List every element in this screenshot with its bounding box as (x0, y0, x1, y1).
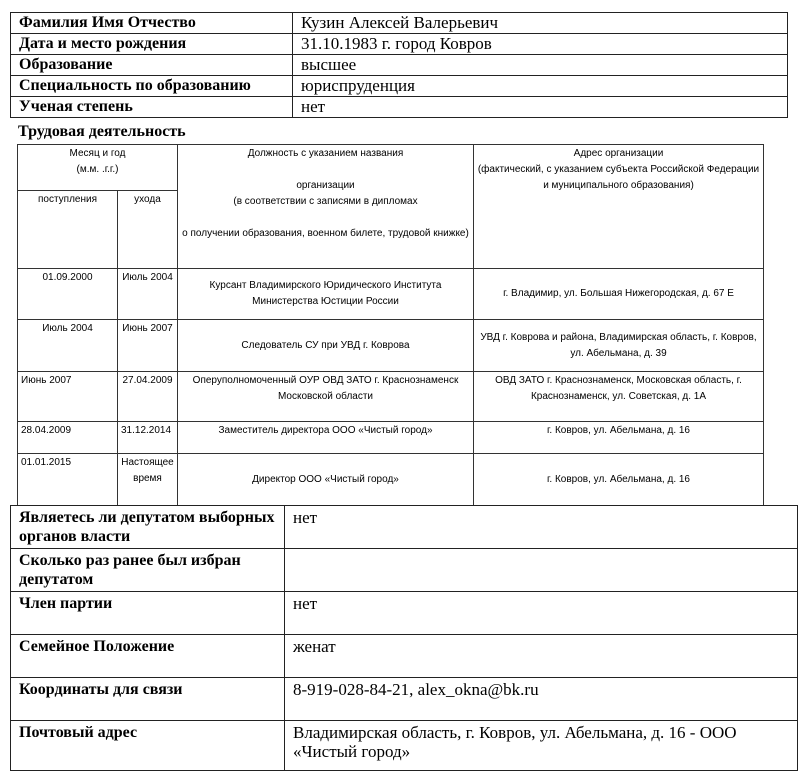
header-text: Адрес организации (573, 148, 664, 159)
cell-end: Июнь 2007 (118, 320, 178, 372)
field-value: Владимирская область, г. Ковров, ул. Абельмана, д. 16 - ООО «Чистый город» (285, 721, 798, 771)
table-row (11, 76, 788, 97)
field-value: Кузин Алексей Валерьевич (293, 13, 788, 34)
field-value: 31.10.1983 г. город Ковров (293, 34, 788, 55)
cell-address: ОВД ЗАТО г. Краснознаменск, Московская область, г. Краснознаменск, ул. Советская, д. 1А (474, 372, 764, 422)
field-label: Фамилия Имя Отчество (11, 13, 293, 34)
cell-start: Июль 2004 (18, 320, 118, 372)
table-row (11, 34, 788, 55)
table-row (11, 592, 798, 635)
field-label: Член партии (11, 592, 285, 635)
personal-info-table (10, 12, 788, 118)
field-label: Являетесь ли депутатом выборных органов власти (11, 506, 285, 549)
other-info-table (10, 505, 798, 771)
cell-start: 01.09.2000 (18, 269, 118, 320)
header-end: ухода (118, 191, 178, 269)
cell-end: Настоящее время (118, 454, 178, 506)
cell-address: г. Владимир, ул. Большая Нижегородская, д. 67 Е (474, 269, 764, 320)
field-value: нет (293, 97, 788, 118)
field-value (285, 549, 798, 592)
cell-position: Следователь СУ при УВД г. Коврова (178, 320, 474, 372)
field-label: Специальность по образованию (11, 76, 293, 97)
field-label: Семейное Положение (11, 635, 285, 678)
header-start: поступления (18, 191, 118, 269)
field-value: высшее (293, 55, 788, 76)
table-row (18, 454, 764, 506)
table-row (11, 549, 798, 592)
table-row (18, 320, 764, 372)
table-row (11, 678, 798, 721)
header-text: (м.м. .г.г.) (76, 164, 119, 175)
cell-end: Июль 2004 (118, 269, 178, 320)
cell-position: Заместитель директора ООО «Чистый город» (178, 422, 474, 454)
field-label: Дата и место рождения (11, 34, 293, 55)
field-label: Координаты для связи (11, 678, 285, 721)
table-row (11, 721, 798, 771)
table-row (18, 372, 764, 422)
cell-end: 27.04.2009 (118, 372, 178, 422)
cell-position: Оперуполномоченный ОУР ОВД ЗАТО г. Краснознаменск Московской области (178, 372, 474, 422)
cell-start: Июнь 2007 (18, 372, 118, 422)
field-value: нет (285, 506, 798, 549)
field-value: нет (285, 592, 798, 635)
field-label: Образование (11, 55, 293, 76)
header-text: организации (296, 180, 355, 191)
section-heading: Трудовая деятельность (18, 123, 186, 140)
field-label: Ученая степень (11, 97, 293, 118)
field-label: Сколько раз ранее был избран депутатом (11, 549, 285, 592)
cell-start: 28.04.2009 (18, 422, 118, 454)
field-label: Почтовый адрес (11, 721, 285, 771)
header-month-year (18, 145, 178, 191)
cell-start: 01.01.2015 (18, 454, 118, 506)
header-address (474, 145, 764, 269)
table-row (11, 13, 788, 34)
cell-position: Курсант Владимирского Юридического Института Министерства Юстиции России (178, 269, 474, 320)
table-row (11, 97, 788, 118)
table-row (11, 506, 798, 549)
field-value: 8-919-028-84-21, alex_okna@bk.ru (285, 678, 798, 721)
cell-address: г. Ковров, ул. Абельмана, д. 16 (474, 422, 764, 454)
table-header-row (18, 145, 764, 191)
field-value: юриспруденция (293, 76, 788, 97)
table-row (18, 269, 764, 320)
table-row (18, 422, 764, 454)
cell-end: 31.12.2014 (118, 422, 178, 454)
cell-address: УВД г. Коврова и района, Владимирская область, г. Ковров, ул. Абельмана, д. 39 (474, 320, 764, 372)
header-text: о получении образования, военном билете, трудовой книжке) (182, 228, 469, 239)
table-row (11, 635, 798, 678)
header-text: Месяц и год (69, 148, 126, 159)
field-value: женат (285, 635, 798, 678)
cell-address: г. Ковров, ул. Абельмана, д. 16 (474, 454, 764, 506)
work-history-table (17, 144, 764, 506)
header-position (178, 145, 474, 269)
header-text: Должность с указанием названия (247, 148, 404, 159)
header-text: (фактический, с указанием субъекта Российской Федерации и муниципального образования) (477, 164, 760, 191)
header-text: (в соответствии с записями в дипломах (233, 196, 418, 207)
table-row (11, 55, 788, 76)
cell-position: Директор ООО «Чистый город» (178, 454, 474, 506)
